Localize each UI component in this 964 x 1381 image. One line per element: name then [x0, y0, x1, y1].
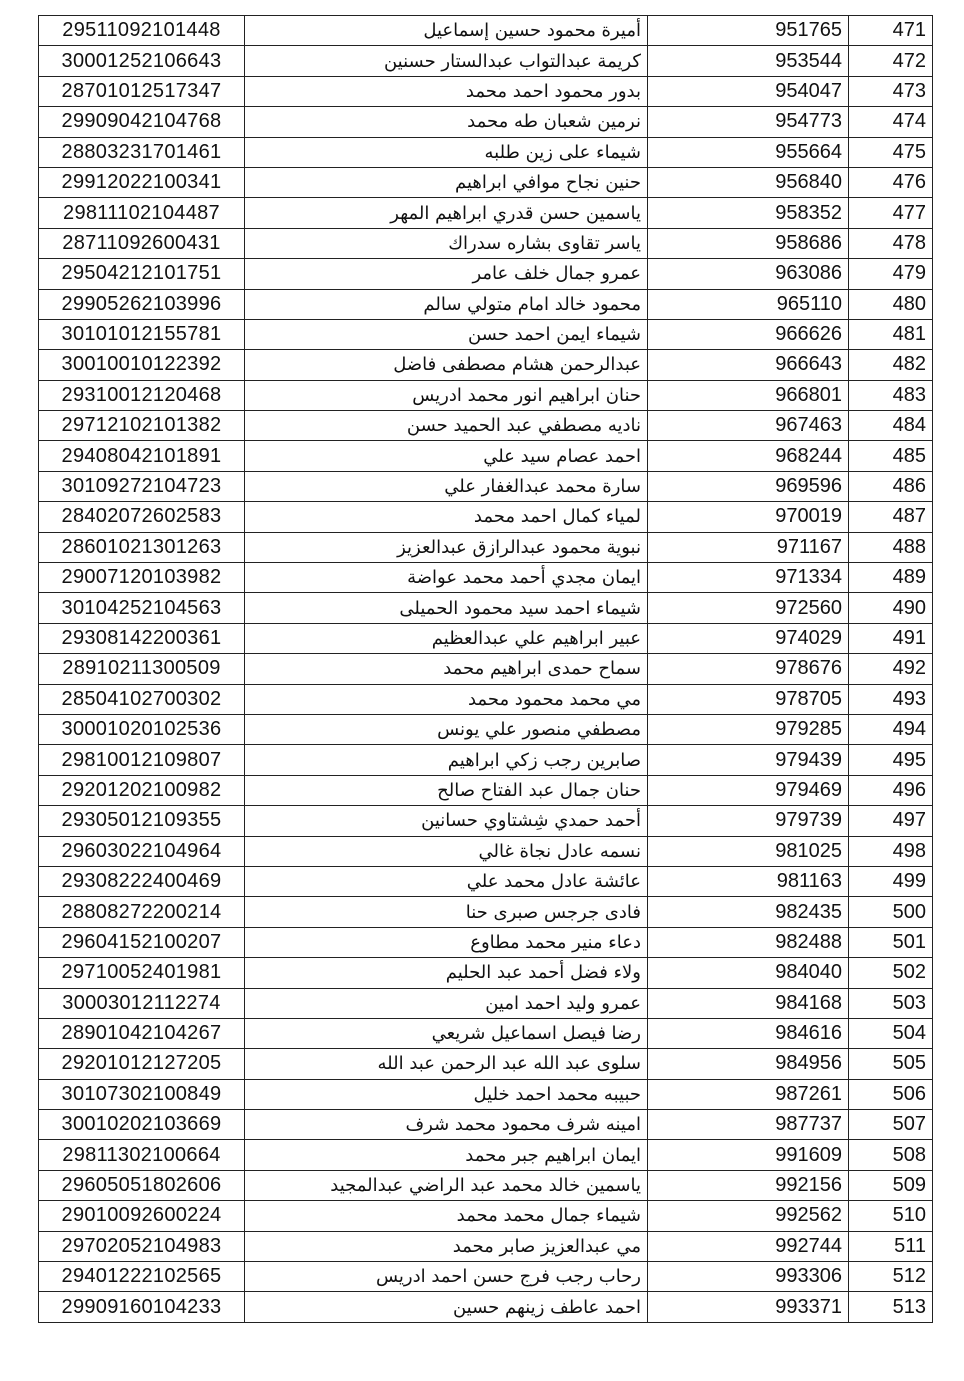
code-cell: 984168 — [648, 988, 849, 1018]
name-cell: احمد عاطف زينهم حسين — [245, 1292, 648, 1322]
table-row — [39, 988, 933, 1018]
table-row — [39, 76, 933, 106]
row-number-cell: 471 — [849, 16, 933, 46]
code-cell: 982435 — [648, 897, 849, 927]
national-id-cell: 29710052401981 — [39, 958, 245, 988]
row-number-cell: 472 — [849, 46, 933, 76]
table-row — [39, 958, 933, 988]
name-cell: صابرين رجب زكي ابراهيم — [245, 745, 648, 775]
row-number-cell: 491 — [849, 623, 933, 653]
code-cell: 951765 — [648, 16, 849, 46]
name-cell: سلوى عبد الله عبد الرحمن عبد الله — [245, 1049, 648, 1079]
national-id-cell: 29305012109355 — [39, 806, 245, 836]
code-cell: 963086 — [648, 259, 849, 289]
row-number-cell: 501 — [849, 927, 933, 957]
row-number-cell: 494 — [849, 714, 933, 744]
name-cell: كريمة عبدالتواب عبدالستار حسنين — [245, 46, 648, 76]
name-cell: حنان ابراهيم انور محمد ادريس — [245, 380, 648, 410]
row-number-cell: 506 — [849, 1079, 933, 1109]
table-row — [39, 350, 933, 380]
code-cell: 968244 — [648, 441, 849, 471]
row-number-cell: 510 — [849, 1201, 933, 1231]
national-id-cell: 29201012127205 — [39, 1049, 245, 1079]
table-row — [39, 1201, 933, 1231]
code-cell: 979285 — [648, 714, 849, 744]
table-row — [39, 1231, 933, 1261]
row-number-cell: 511 — [849, 1231, 933, 1261]
national-id-cell: 29408042101891 — [39, 441, 245, 471]
national-id-cell: 29811102104487 — [39, 198, 245, 228]
code-cell: 969596 — [648, 471, 849, 501]
table-row — [39, 897, 933, 927]
name-cell: شيماء ايمن احمد حسن — [245, 319, 648, 349]
table-row — [39, 532, 933, 562]
code-cell: 991609 — [648, 1140, 849, 1170]
table-row — [39, 502, 933, 532]
row-number-cell: 485 — [849, 441, 933, 471]
row-number-cell: 500 — [849, 897, 933, 927]
national-id-cell: 29310012120468 — [39, 380, 245, 410]
code-cell: 978705 — [648, 684, 849, 714]
table-row — [39, 289, 933, 319]
table-row — [39, 593, 933, 623]
national-id-cell: 28504102700302 — [39, 684, 245, 714]
national-id-cell: 29511092101448 — [39, 16, 245, 46]
national-id-cell: 28711092600431 — [39, 228, 245, 258]
code-cell: 992562 — [648, 1201, 849, 1231]
name-cell: أحمد حمدي شِشتاوي حسانين — [245, 806, 648, 836]
row-number-cell: 475 — [849, 137, 933, 167]
name-cell: رضا فيصل اسماعيل شريعي — [245, 1018, 648, 1048]
table-row — [39, 137, 933, 167]
row-number-cell: 509 — [849, 1170, 933, 1200]
row-number-cell: 496 — [849, 775, 933, 805]
row-number-cell: 474 — [849, 107, 933, 137]
table-row — [39, 1079, 933, 1109]
row-number-cell: 508 — [849, 1140, 933, 1170]
row-number-cell: 481 — [849, 319, 933, 349]
code-cell: 956840 — [648, 167, 849, 197]
name-cell: ولاء فضل أحمد عبد الحليم — [245, 958, 648, 988]
table-row — [39, 441, 933, 471]
row-number-cell: 480 — [849, 289, 933, 319]
table-row — [39, 380, 933, 410]
table-row — [39, 866, 933, 896]
name-cell: احمد عصام سيد علي — [245, 441, 648, 471]
national-id-cell: 29007120103982 — [39, 563, 245, 593]
name-cell: ناديه مصطفي عبد الحميد حسن — [245, 411, 648, 441]
name-cell: سارة محمد عبدالغفار علي — [245, 471, 648, 501]
row-number-cell: 484 — [849, 411, 933, 441]
national-id-cell: 29604152100207 — [39, 927, 245, 957]
table-row — [39, 471, 933, 501]
name-cell: حبيبه محمد احمد خليل — [245, 1079, 648, 1109]
code-cell: 984040 — [648, 958, 849, 988]
row-number-cell: 488 — [849, 532, 933, 562]
row-number-cell: 512 — [849, 1262, 933, 1292]
name-cell: نبوية محمود عبدالرازق عبدالعزيز — [245, 532, 648, 562]
name-cell: أميرة محمود حسين إسماعيل — [245, 16, 648, 46]
name-cell: ايمان مجدي أحمد محمد عواضة — [245, 563, 648, 593]
name-cell: عبير ابراهيم علي عبدالعظيم — [245, 623, 648, 653]
national-id-cell: 29702052104983 — [39, 1231, 245, 1261]
national-id-cell: 29308142200361 — [39, 623, 245, 653]
name-cell: نرمين شعبان طه محمد — [245, 107, 648, 137]
national-id-cell: 28402072602583 — [39, 502, 245, 532]
name-cell: امينه شرف محمود محمد شرف — [245, 1110, 648, 1140]
national-id-cell: 30003012112274 — [39, 988, 245, 1018]
row-number-cell: 504 — [849, 1018, 933, 1048]
table-row — [39, 684, 933, 714]
records-table-body — [39, 16, 933, 1323]
row-number-cell: 490 — [849, 593, 933, 623]
table-row — [39, 107, 933, 137]
code-cell: 966643 — [648, 350, 849, 380]
name-cell: مي محمد محمود محمد — [245, 684, 648, 714]
table-row — [39, 775, 933, 805]
name-cell: عمرو وليد احمد امين — [245, 988, 648, 1018]
name-cell: لمياء كمال احمد محمد — [245, 502, 648, 532]
name-cell: شيماء جمال محمد محمد — [245, 1201, 648, 1231]
code-cell: 971167 — [648, 532, 849, 562]
records-table — [38, 15, 933, 1323]
name-cell: نسمه عادل نجاة غالي — [245, 836, 648, 866]
code-cell: 958686 — [648, 228, 849, 258]
code-cell: 955664 — [648, 137, 849, 167]
national-id-cell: 28901042104267 — [39, 1018, 245, 1048]
name-cell: فادى جرجس صبرى حنا — [245, 897, 648, 927]
name-cell: مي عبدالعزيز صابر محمد — [245, 1231, 648, 1261]
table-row — [39, 1262, 933, 1292]
code-cell: 979739 — [648, 806, 849, 836]
row-number-cell: 495 — [849, 745, 933, 775]
national-id-cell: 30001252106643 — [39, 46, 245, 76]
table-row — [39, 46, 933, 76]
table-row — [39, 1110, 933, 1140]
national-id-cell: 29605051802606 — [39, 1170, 245, 1200]
table-row — [39, 745, 933, 775]
row-number-cell: 507 — [849, 1110, 933, 1140]
code-cell: 981163 — [648, 866, 849, 896]
code-cell: 958352 — [648, 198, 849, 228]
code-cell: 971334 — [648, 563, 849, 593]
national-id-cell: 29811302100664 — [39, 1140, 245, 1170]
national-id-cell: 28808272200214 — [39, 897, 245, 927]
table-row — [39, 927, 933, 957]
row-number-cell: 486 — [849, 471, 933, 501]
national-id-cell: 30010202103669 — [39, 1110, 245, 1140]
name-cell: شيماء على زين طلبه — [245, 137, 648, 167]
national-id-cell: 29909160104233 — [39, 1292, 245, 1322]
code-cell: 966801 — [648, 380, 849, 410]
national-id-cell: 29308222400469 — [39, 866, 245, 896]
table-row — [39, 806, 933, 836]
name-cell: رحاب رجب فرج حسن احمد ادريس — [245, 1262, 648, 1292]
table-row — [39, 319, 933, 349]
table-row — [39, 228, 933, 258]
table-row — [39, 1049, 933, 1079]
code-cell: 970019 — [648, 502, 849, 532]
code-cell: 954047 — [648, 76, 849, 106]
table-row — [39, 198, 933, 228]
row-number-cell: 489 — [849, 563, 933, 593]
national-id-cell: 30010010122392 — [39, 350, 245, 380]
row-number-cell: 498 — [849, 836, 933, 866]
national-id-cell: 28601021301263 — [39, 532, 245, 562]
code-cell: 972560 — [648, 593, 849, 623]
table-row — [39, 563, 933, 593]
name-cell: عمرو جمال خلف عامر — [245, 259, 648, 289]
name-cell: عائشة عادل محمد علي — [245, 866, 648, 896]
code-cell: 993306 — [648, 1262, 849, 1292]
row-number-cell: 487 — [849, 502, 933, 532]
national-id-cell: 29909042104768 — [39, 107, 245, 137]
row-number-cell: 505 — [849, 1049, 933, 1079]
name-cell: شيماء احمد سيد محمود الحميلى — [245, 593, 648, 623]
national-id-cell: 29010092600224 — [39, 1201, 245, 1231]
code-cell: 953544 — [648, 46, 849, 76]
code-cell: 967463 — [648, 411, 849, 441]
name-cell: ياسمين خالد محمد عبد الراضي عبدالمجيد — [245, 1170, 648, 1200]
table-row — [39, 167, 933, 197]
name-cell: عبدالرحمن هشام مصطفى فاضل — [245, 350, 648, 380]
code-cell: 993371 — [648, 1292, 849, 1322]
code-cell: 954773 — [648, 107, 849, 137]
code-cell: 984616 — [648, 1018, 849, 1048]
row-number-cell: 513 — [849, 1292, 933, 1322]
name-cell: حنين نجاح موافي ابراهيم — [245, 167, 648, 197]
national-id-cell: 30107302100849 — [39, 1079, 245, 1109]
national-id-cell: 29905262103996 — [39, 289, 245, 319]
name-cell: محمود خالد امام متولي سالم — [245, 289, 648, 319]
row-number-cell: 479 — [849, 259, 933, 289]
table-row — [39, 411, 933, 441]
row-number-cell: 473 — [849, 76, 933, 106]
table-row — [39, 714, 933, 744]
code-cell: 992156 — [648, 1170, 849, 1200]
name-cell: حنان جمال عبد الفتاح صالح — [245, 775, 648, 805]
table-row — [39, 1018, 933, 1048]
row-number-cell: 483 — [849, 380, 933, 410]
name-cell: ياسمين حسن قدري ابراهيم المهر — [245, 198, 648, 228]
code-cell: 984956 — [648, 1049, 849, 1079]
table-row — [39, 836, 933, 866]
row-number-cell: 499 — [849, 866, 933, 896]
table-row — [39, 623, 933, 653]
name-cell: سماح حمدى ابراهيم محمد — [245, 654, 648, 684]
table-row — [39, 1292, 933, 1322]
row-number-cell: 492 — [849, 654, 933, 684]
code-cell: 965110 — [648, 289, 849, 319]
row-number-cell: 503 — [849, 988, 933, 1018]
name-cell: مصطفي منصور علي يونس — [245, 714, 648, 744]
code-cell: 987261 — [648, 1079, 849, 1109]
national-id-cell: 29912022100341 — [39, 167, 245, 197]
row-number-cell: 478 — [849, 228, 933, 258]
national-id-cell: 29401222102565 — [39, 1262, 245, 1292]
table-row — [39, 1140, 933, 1170]
table-row — [39, 654, 933, 684]
code-cell: 987737 — [648, 1110, 849, 1140]
national-id-cell: 28910211300509 — [39, 654, 245, 684]
code-cell: 979439 — [648, 745, 849, 775]
code-cell: 981025 — [648, 836, 849, 866]
national-id-cell: 30109272104723 — [39, 471, 245, 501]
table-row — [39, 16, 933, 46]
national-id-cell: 29603022104964 — [39, 836, 245, 866]
code-cell: 979469 — [648, 775, 849, 805]
name-cell: ايمان ابراهيم جبر محمد — [245, 1140, 648, 1170]
name-cell: دعاء منير محمد مطاوع — [245, 927, 648, 957]
national-id-cell: 30001020102536 — [39, 714, 245, 744]
row-number-cell: 502 — [849, 958, 933, 988]
row-number-cell: 482 — [849, 350, 933, 380]
national-id-cell: 29504212101751 — [39, 259, 245, 289]
code-cell: 992744 — [648, 1231, 849, 1261]
national-id-cell: 29810012109807 — [39, 745, 245, 775]
code-cell: 982488 — [648, 927, 849, 957]
row-number-cell: 493 — [849, 684, 933, 714]
national-id-cell: 28701012517347 — [39, 76, 245, 106]
code-cell: 974029 — [648, 623, 849, 653]
national-id-cell: 30101012155781 — [39, 319, 245, 349]
name-cell: ياسر تقاوى بشاره سدراك — [245, 228, 648, 258]
table-row — [39, 1170, 933, 1200]
national-id-cell: 29712102101382 — [39, 411, 245, 441]
row-number-cell: 476 — [849, 167, 933, 197]
row-number-cell: 497 — [849, 806, 933, 836]
table-row — [39, 259, 933, 289]
row-number-cell: 477 — [849, 198, 933, 228]
name-cell: بدور محمود احمد محمد — [245, 76, 648, 106]
national-id-cell: 30104252104563 — [39, 593, 245, 623]
code-cell: 966626 — [648, 319, 849, 349]
code-cell: 978676 — [648, 654, 849, 684]
national-id-cell: 29201202100982 — [39, 775, 245, 805]
national-id-cell: 28803231701461 — [39, 137, 245, 167]
